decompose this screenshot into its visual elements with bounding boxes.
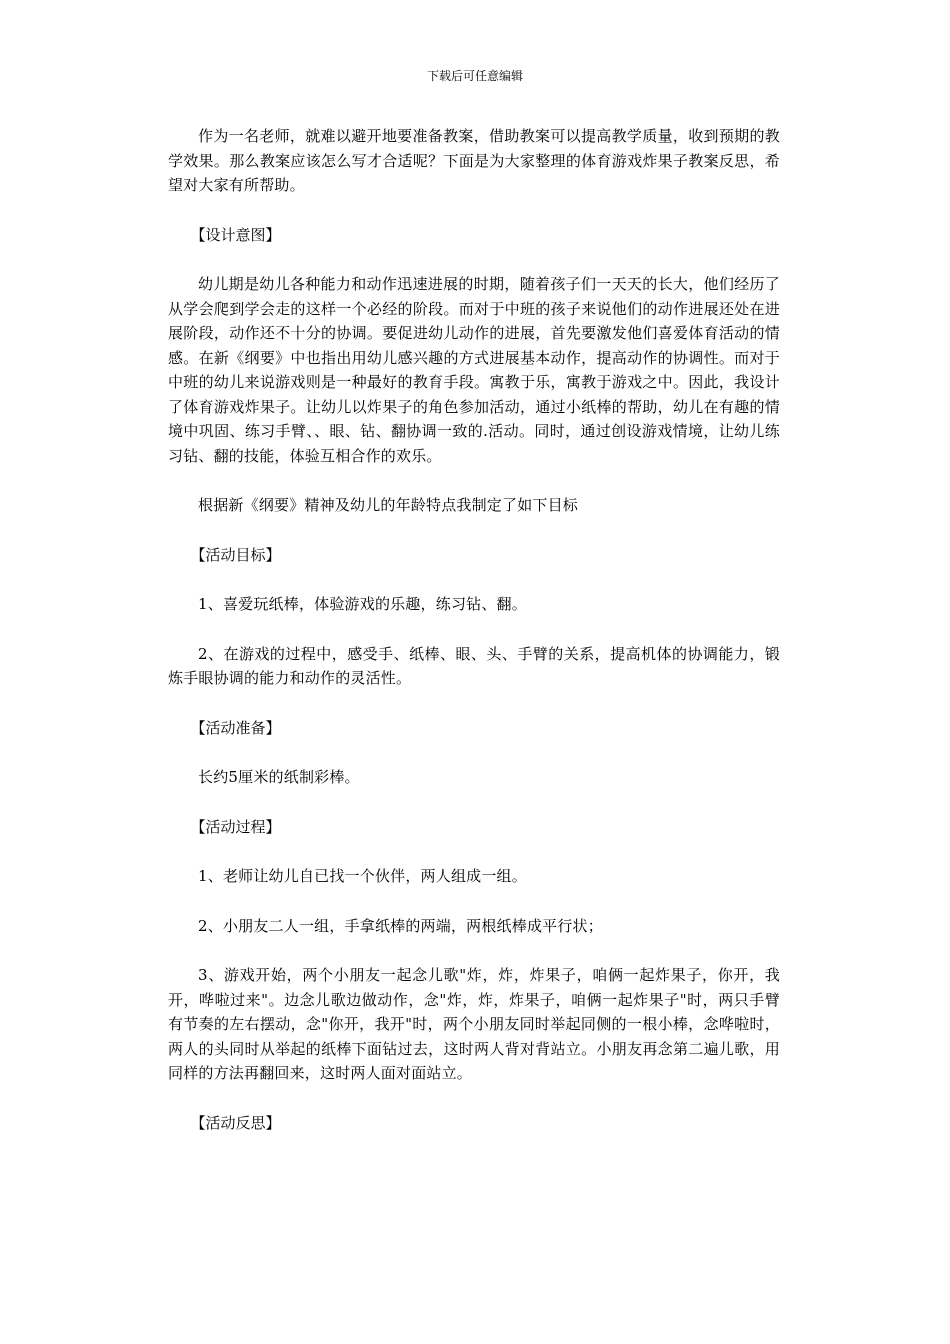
goal-item-2: 2、在游戏的过程中，感受手、纸棒、眼、头、手臂的关系，提高机体的协调能力，锻炼手眼协调的能力和动作的灵活性。 [168,644,780,687]
document-body [168,124,780,1135]
process-step-3: 3、游戏开始，两个小朋友一起念儿歌"炸，炸，炸果子，咱俩一起炸果子，你开，我开，哗啦过来"。边念儿歌边做动作，念"炸，炸，炸果子，咱俩一起炸果子"时，两只手臂有节奏的左右摆动，念"你开，我开"时，两个小朋友同时举起同侧的一根小棒，念哗啦时，两人的头同时从举起的纸棒下面钻过去，这时两人背对背站立。小朋友再念第二遍儿歌，用同样的方法再翻回来，这时两人面对面站立。 [168,966,780,1082]
goals-intro-paragraph: 根据新《纲要》精神及幼儿的年龄特点我制定了如下目标 [198,496,579,514]
process-step-1: 1、老师让幼儿自已找一个伙伴，两人组成一组。 [198,867,527,885]
design-intent-paragraph: 幼儿期是幼儿各种能力和动作迅速进展的时期，随着孩子们一天天的长大，他们经历了从学会爬到学会走的这样一个必经的阶段。而对于中班的孩子来说他们的动作进展还处在进展阶段，动作还不十分的协调。要促进幼儿动作的进展，首先要激发他们喜爱体育活动的情感。在新《纲要》中也指出用幼儿感兴趣的方式进展基本动作，提高动作的协调性。而对于中班的幼儿来说游戏则是一种最好的教育手段。寓教于乐，寓教于游戏之中。因此，我设计了体育游戏炸果子。让幼儿以炸果子的角色参加活动，通过小纸棒的帮助，幼儿在有趣的情境中巩固、练习手臂、、眼、钻、翻协调一致的.活动。同时，通过创设游戏情境，让幼儿练习钻、翻的技能，体验互相合作的欢乐。 [168,275,780,465]
section-heading-design-intent: 【设计意图】 [190,225,281,244]
intro-paragraph: 作为一名老师，就难以避开地要准备教案，借助教案可以提高教学质量，收到预期的教学效果。那么教案应该怎么写才合适呢？下面是为大家整理的体育游戏炸果子教案反思，希望对大家有所帮助。 [168,127,780,194]
section-heading-activity-goals: 【活动目标】 [190,545,281,564]
section-heading-activity-prep: 【活动准备】 [190,718,281,737]
process-step-2: 2、小朋友二人一组，手拿纸棒的两端，两根纸棒成平行状； [198,916,603,935]
goal-item-1: 1、喜爱玩纸棒，体验游戏的乐趣，练习钻、翻。 [198,595,527,613]
section-heading-activity-reflection: 【活动反思】 [190,1113,281,1132]
page-header: 下载后可任意编辑 [426,69,523,83]
prep-paragraph: 长约5厘米的纸制彩棒。 [198,768,360,786]
section-heading-activity-process: 【活动过程】 [190,817,281,836]
